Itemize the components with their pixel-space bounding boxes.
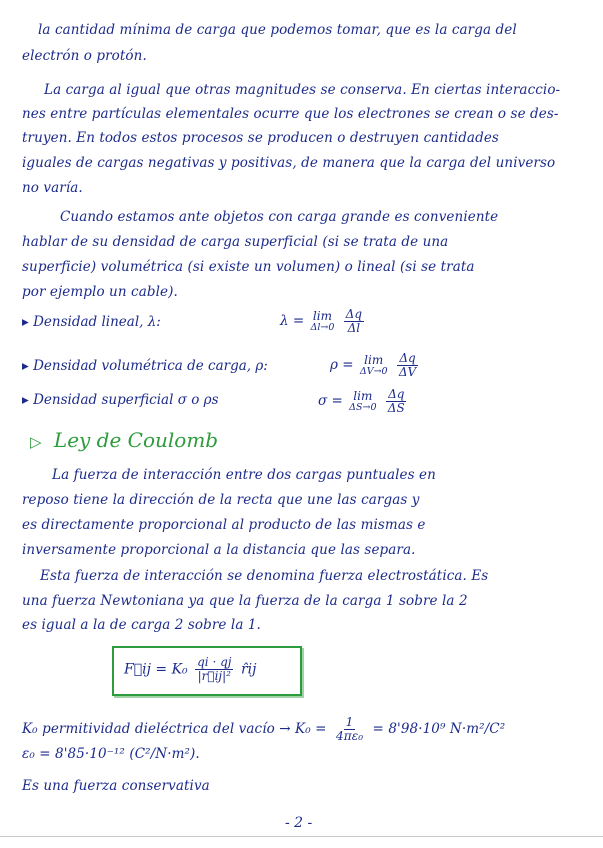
lim-text: lim	[364, 352, 384, 367]
unit-vector: r̂ij	[240, 661, 257, 678]
numerator: 1	[345, 715, 354, 729]
section-heading	[30, 428, 218, 452]
lim-text: lim	[353, 388, 373, 403]
e0-line: ε₀ = 8'85·10⁻¹² (C²/N·m²).	[22, 746, 200, 762]
fraction	[397, 352, 418, 379]
coulomb-formula-box	[112, 646, 302, 696]
bullet-icon: ▸	[22, 314, 29, 330]
text-line: es igual a la de carga 2 sobre la 1.	[22, 617, 261, 633]
bullet-icon: ▸	[22, 392, 29, 408]
k0-line	[22, 716, 505, 743]
lim-text: lim	[312, 308, 332, 323]
limit	[310, 310, 334, 334]
text-line: la cantidad mínima de carga que podemos tomar, que es la carga del	[38, 22, 517, 38]
denominator: 4πε₀	[335, 729, 364, 744]
numerator: Δq	[388, 387, 405, 401]
numerator: Δq	[399, 351, 416, 365]
denominator: ΔS	[387, 401, 405, 416]
numerator: qi · qj	[197, 655, 232, 669]
text-line: La carga al igual que otras magnitudes se conserva. En ciertas interaccio-	[44, 82, 561, 98]
text-line: electrón o protón.	[22, 48, 147, 64]
denominator: Δl	[347, 321, 361, 336]
page-divider	[0, 836, 603, 837]
fraction	[195, 656, 233, 683]
fraction	[386, 388, 407, 415]
section-title: Ley de Coulomb	[53, 428, 219, 452]
lim-sub: ΔS→0	[349, 402, 377, 414]
formula-symbol: λ	[280, 313, 289, 330]
limit	[360, 354, 388, 378]
denominator: |r⃗ij|²	[197, 669, 231, 684]
k-constant: K₀	[171, 661, 188, 678]
formula-symbol: σ	[318, 393, 328, 410]
k0-eq: K₀ =	[295, 721, 327, 738]
density-volume	[22, 358, 268, 374]
text-line: es directamente proporcional al producto de las mismas e	[22, 517, 426, 533]
lim-sub: ΔV→0	[359, 366, 388, 378]
coulomb-formula	[124, 656, 256, 683]
text-line: La fuerza de interacción entre dos cargas puntuales en	[52, 467, 436, 483]
text-line: Esta fuerza de interacción se denomina fuerza electrostática. Es	[40, 568, 489, 584]
density-label: Densidad superficial σ o ρs	[33, 392, 219, 408]
triangle-icon: ▷	[30, 433, 42, 451]
numerator: Δq	[345, 307, 363, 321]
lim-sub: Δl→0	[310, 322, 335, 334]
text-line: no varía.	[22, 180, 83, 196]
text-line: superficie) volumétrica (si existe un volumen) o lineal (si se trata	[22, 259, 475, 275]
text-line: una fuerza Newtoniana ya que la fuerza de la carga 1 sobre la 2	[22, 593, 468, 609]
text-line: Cuando estamos ante objetos con carga grande es conveniente	[60, 209, 499, 225]
text-line: truyen. En todos estos procesos se producen o destruyen cantidades	[22, 130, 499, 146]
denominator: ΔV	[398, 365, 417, 380]
density-surface-formula: σ = lim ΔS→0 $\frac{\Delta q}{\Delta S}$	[318, 387, 405, 416]
density-surface	[22, 392, 219, 408]
text-line: Es una fuerza conservativa	[22, 778, 210, 794]
text-line: reposo tiene la dirección de la recta que une las cargas y	[22, 492, 420, 508]
density-label: Densidad volumétrica de carga, ρ:	[33, 358, 268, 374]
text-line: por ejemplo un cable).	[22, 284, 178, 300]
bullet-icon: ▸	[22, 358, 29, 374]
density-linear	[22, 314, 161, 330]
k0-description: K₀ permitividad dieléctrica del vacío →	[22, 721, 291, 738]
text-line: inversamente proporcional a la distancia que las separa.	[22, 542, 416, 558]
force-vector: F⃗ij =	[124, 661, 168, 678]
page-number: - 2 -	[285, 815, 313, 831]
density-label: Densidad lineal, λ:	[33, 314, 161, 330]
text-line: hablar de su densidad de carga superficial (si se trata de una	[22, 234, 449, 250]
density-volume-formula: ρ = lim ΔV→0 $\frac{\Delta q}{\Delta V}$	[330, 351, 417, 380]
fraction	[334, 716, 365, 743]
formula-symbol: ρ	[330, 357, 338, 374]
fraction	[344, 308, 364, 335]
text-line: nes entre partículas elementales ocurre que los electrones se crean o se des-	[22, 106, 559, 122]
limit	[349, 390, 376, 414]
k0-value: = 8'98·10⁹ N·m²/C²	[372, 721, 506, 738]
density-linear-formula: λ = lim Δl→0 $\frac{\Delta q}{\Delta l}$	[280, 307, 363, 336]
text-line: iguales de cargas negativas y positivas, de manera que la carga del universo	[22, 155, 556, 171]
